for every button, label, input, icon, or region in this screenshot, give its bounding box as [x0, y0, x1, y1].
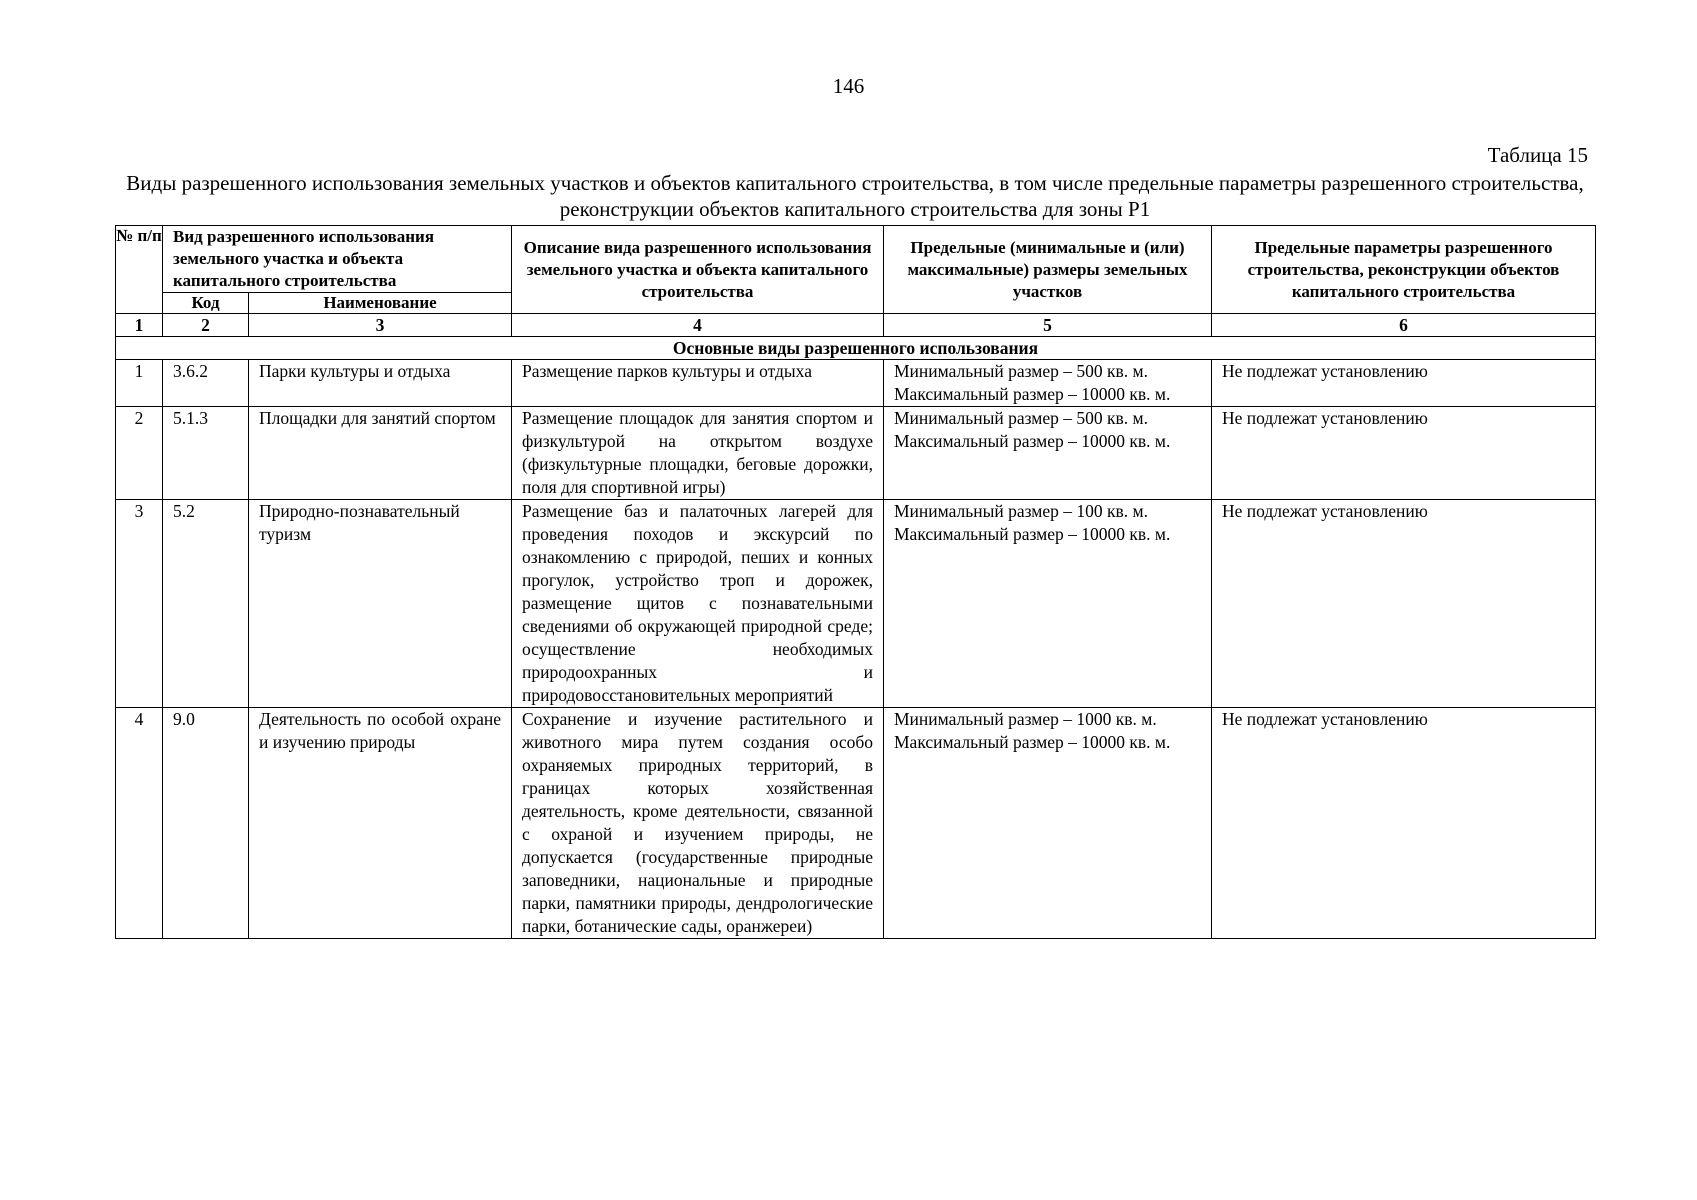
row-params: Не подлежат установлению	[1212, 500, 1596, 708]
row-sizes: Минимальный размер – 1000 кв. м. Максимальный размер – 10000 кв. м.	[884, 708, 1212, 939]
table-row	[116, 407, 1596, 500]
table-title: Виды разрешенного использования земельных участков и объектов капитального строительства, в том числе предельные параметры разрешенного строительства, реконструкции объектов капитального строительства для зоны Р1	[126, 171, 1584, 221]
row-number: 4	[116, 708, 163, 939]
row-number: 2	[116, 407, 163, 500]
header-params: Предельные параметры разрешенного строительства, реконструкции объектов капитального строительства	[1212, 226, 1596, 314]
row-name: Площадки для занятий спортом	[249, 407, 512, 500]
row-code: 5.1.3	[163, 407, 249, 500]
column-number: 6	[1212, 314, 1596, 337]
column-numbers-row	[116, 314, 1596, 337]
table-label: Таблица 15	[1487, 143, 1588, 167]
column-number: 2	[163, 314, 249, 337]
row-sizes: Минимальный размер – 500 кв. м. Максимальный размер – 10000 кв. м.	[884, 360, 1212, 407]
row-params: Не подлежат установлению	[1212, 708, 1596, 939]
row-description: Размещение баз и палаточных лагерей для проведения походов и экскурсий по ознакомлению с природой, пеших и конных прогулок, устройство троп и дорожек, размещение щитов с познавательными сведениями об окружающей природной среде; осуществление необходимых природоохранных и природовосстановительных мероприятий	[512, 500, 884, 708]
column-number: 4	[512, 314, 884, 337]
row-name: Природно-познавательный туризм	[249, 500, 512, 708]
header-name: Наименование	[249, 293, 512, 314]
row-code: 5.2	[163, 500, 249, 708]
column-number: 3	[249, 314, 512, 337]
header-no: № п/п	[116, 226, 163, 314]
column-number: 1	[116, 314, 163, 337]
header-row-top	[116, 226, 1596, 293]
header-kind: Вид разрешенного использования земельного участка и объекта капитального строительства	[163, 226, 512, 293]
row-name: Парки культуры и отдыха	[249, 360, 512, 407]
table-row	[116, 708, 1596, 939]
table-row	[116, 500, 1596, 708]
row-sizes: Минимальный размер – 100 кв. м. Максимальный размер – 10000 кв. м.	[884, 500, 1212, 708]
row-sizes: Минимальный размер – 500 кв. м. Максимальный размер – 10000 кв. м.	[884, 407, 1212, 500]
column-number: 5	[884, 314, 1212, 337]
row-description: Размещение площадок для занятия спортом и физкультурой на открытом воздухе (физкультурные площадки, беговые дорожки, поля для спортивной игры)	[512, 407, 884, 500]
zoning-table	[115, 225, 1596, 939]
table-row	[116, 360, 1596, 407]
header-code: Код	[163, 293, 249, 314]
header-description: Описание вида разрешенного использования земельного участка и объекта капитального строительства	[512, 226, 884, 314]
row-name: Деятельность по особой охране и изучению природы	[249, 708, 512, 939]
section-title: Основные виды разрешенного использования	[116, 337, 1596, 360]
row-params: Не подлежат установлению	[1212, 360, 1596, 407]
row-params: Не подлежат установлению	[1212, 407, 1596, 500]
page-number: 146	[832, 74, 865, 98]
row-number: 1	[116, 360, 163, 407]
header-sizes: Предельные (минимальные и (или) максимальные) размеры земельных участков	[884, 226, 1212, 314]
row-number: 3	[116, 500, 163, 708]
row-description: Размещение парков культуры и отдыха	[512, 360, 884, 407]
section-row	[116, 337, 1596, 360]
row-description: Сохранение и изучение растительного и животного мира путем создания особо охраняемых природных территорий, в границах которых хозяйственная деятельность, кроме деятельности, связанной с охраной и изучением природы, не допускается (государственные природные заповедники, национальные и природные парки, памятники природы, дендрологические парки, ботанические сады, оранжереи)	[512, 708, 884, 939]
row-code: 3.6.2	[163, 360, 249, 407]
row-code: 9.0	[163, 708, 249, 939]
